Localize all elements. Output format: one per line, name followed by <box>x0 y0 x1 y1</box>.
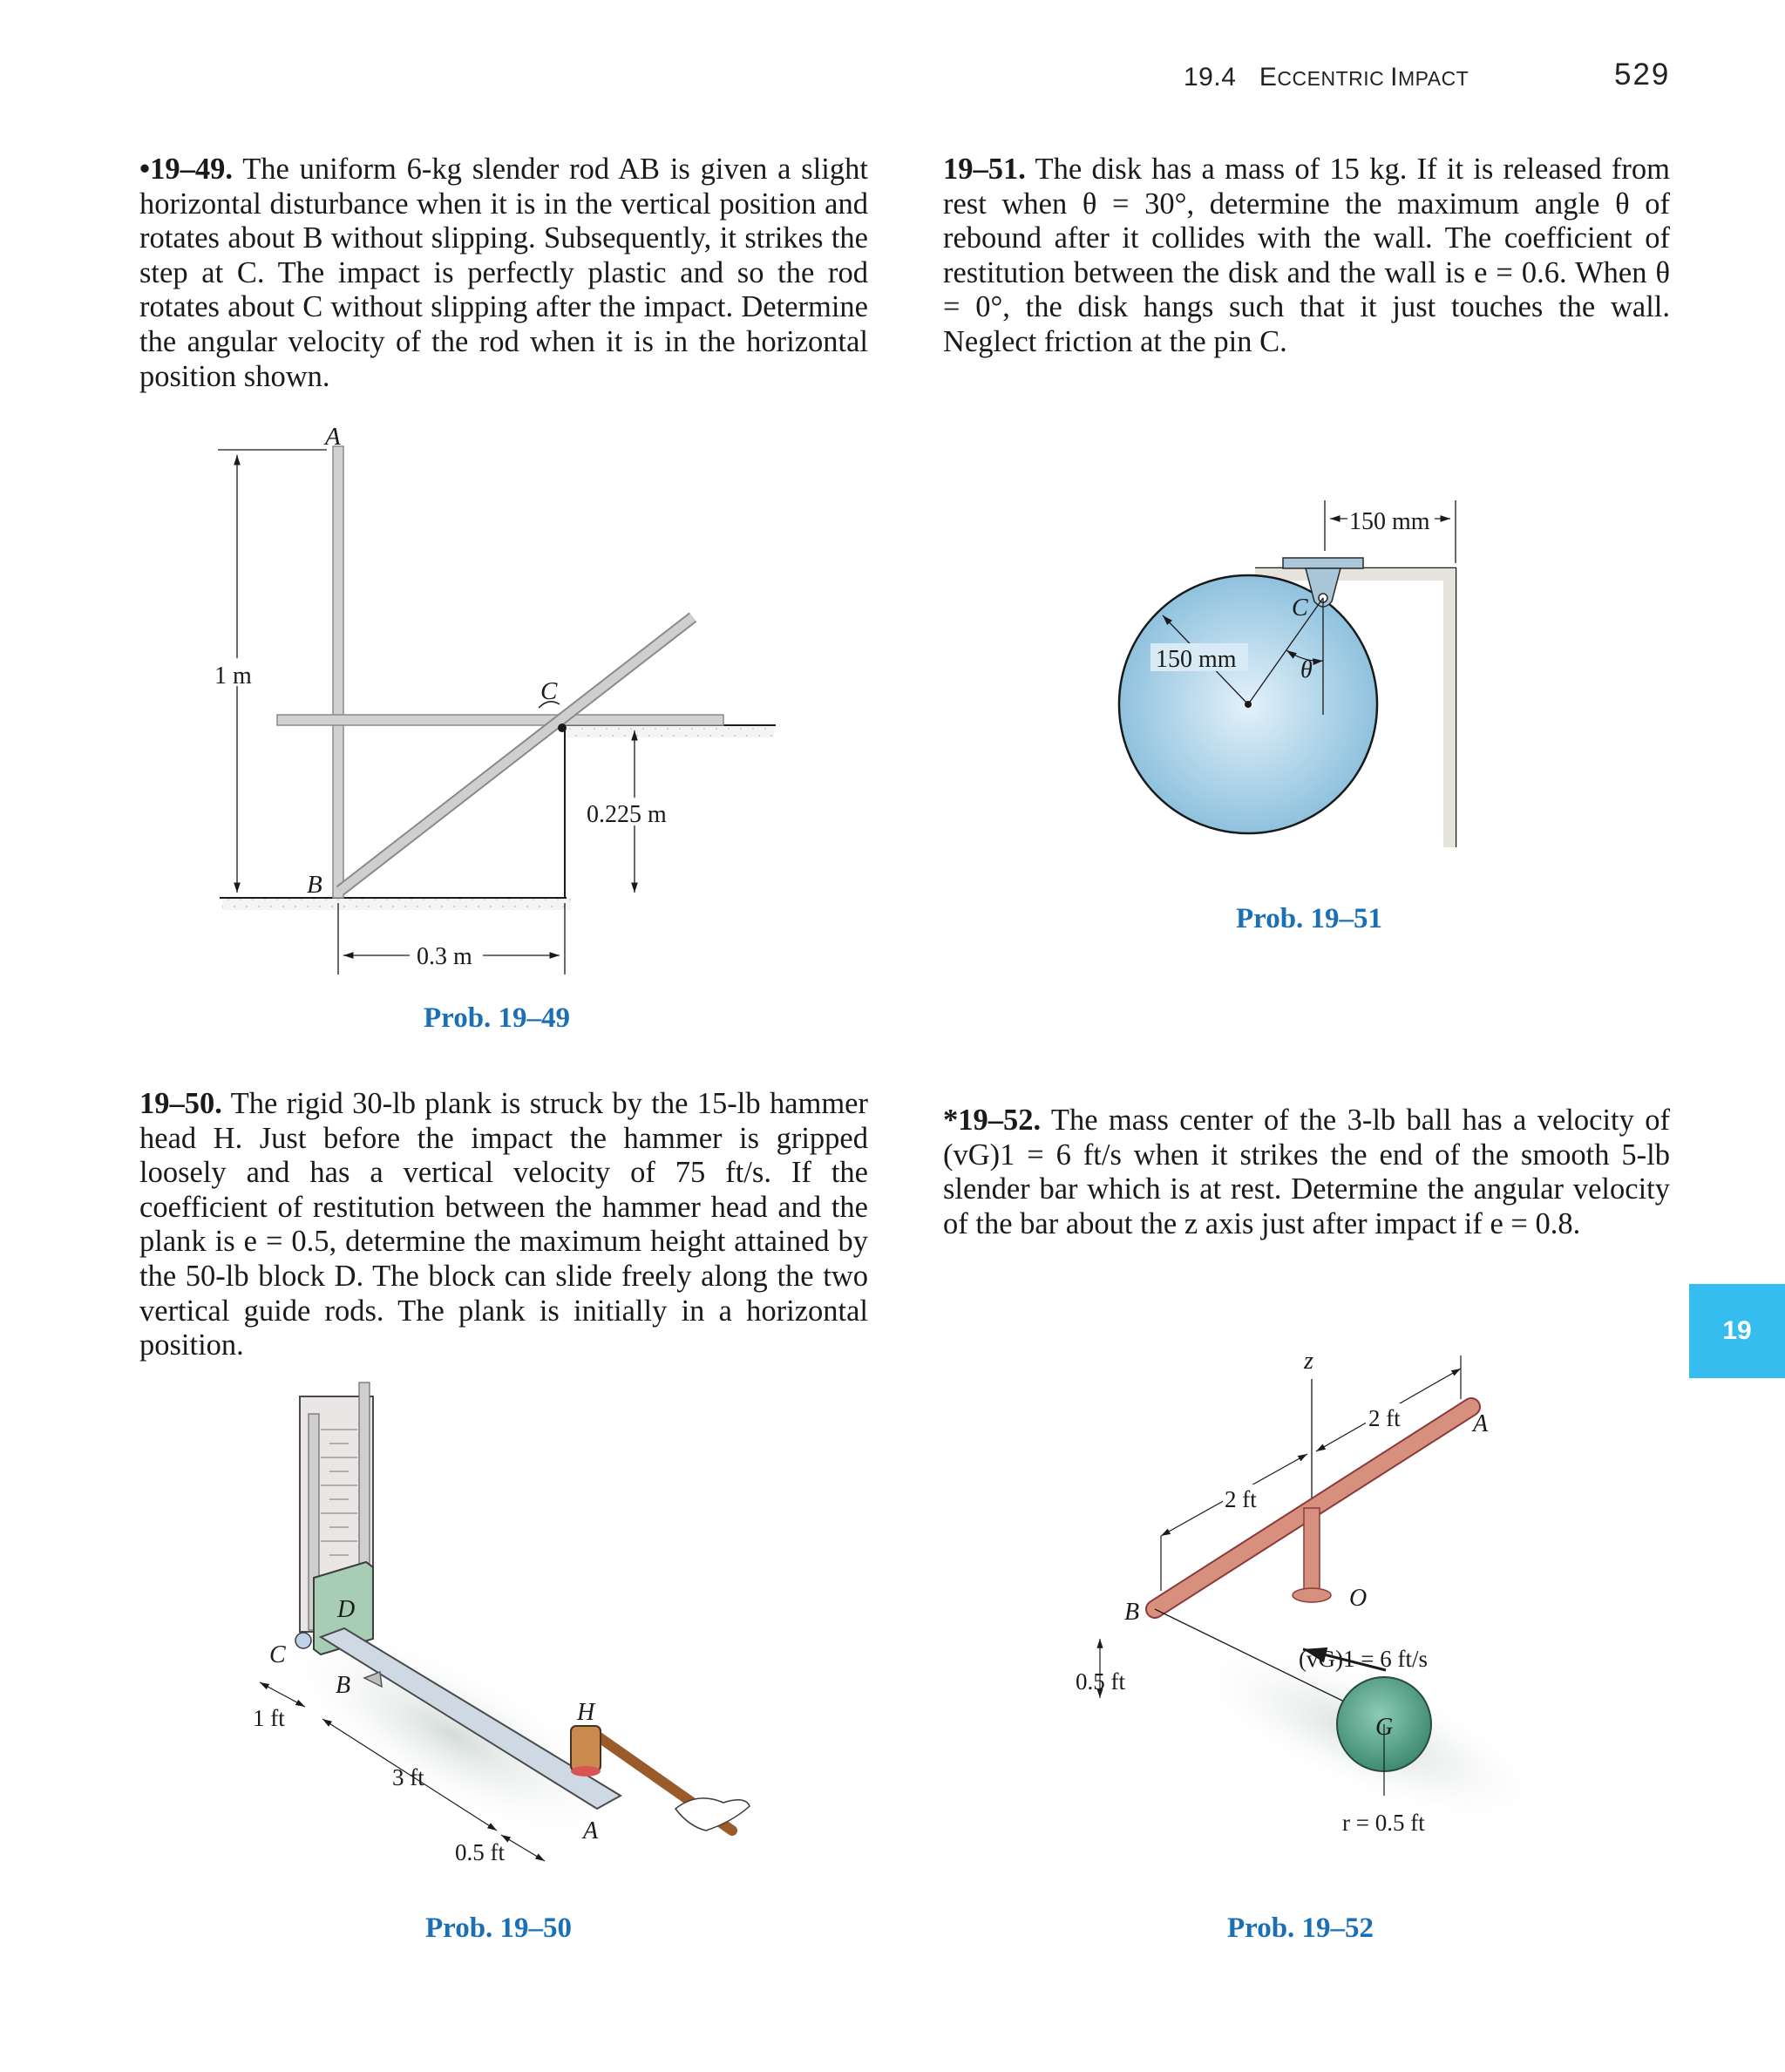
label-top-dim: 150 mm <box>1349 508 1430 535</box>
label-velocity: (vG)1 = 6 ft/s <box>1299 1646 1428 1672</box>
rod-vertical <box>333 446 343 898</box>
label-dim-right: 2 ft <box>1368 1405 1401 1431</box>
label-z: z <box>1304 1348 1313 1375</box>
label-base: 0.3 m <box>417 943 472 970</box>
figure-19-51 <box>1119 500 1456 847</box>
bar-post-base <box>1293 1588 1331 1602</box>
pin-c <box>295 1633 311 1648</box>
problem-text: The uniform 6-kg slender rod AB is given a slight horizontal disturbance when it is in the vertical position and rotates about B without slipping. Subsequently, it strikes the step at C. The impact is perfectly plastic and so the rod rotates about C without slipping after the impact. Determine the angular velocity of the rod when it is in the horizontal position shown. <box>139 153 868 393</box>
bar-post <box>1304 1508 1320 1593</box>
section-title-initial-i: I <box>1390 63 1398 92</box>
problem-text: The rigid 30-lb plank is struck by the 15-lb hammer head H. Just before the impact the hammer is gripped loosely and has a vertical velocity of 75 ft/s. If the coefficient of restitution between the hammer head and the plank is e = 0.5, determine the maximum height attained by the 50-lb block D. The block can slide freely along the two vertical guide rods. The plank is initially in a horizontal position. <box>139 1087 868 1362</box>
problem-number: 19–50. <box>139 1087 222 1120</box>
problem-number: •19–49. <box>139 153 233 186</box>
label-a: A <box>1473 1410 1489 1437</box>
section-title-part2: MPACT <box>1398 67 1469 90</box>
problem-text: The mass center of the 3-lb ball has a velocity of (vG)1 = 6 ft/s when it strikes the end of the smooth 5-lb slender bar which is at rest. Determine the angular velocity of the bar about the z axis just after impact if e = 0.8. <box>943 1104 1670 1240</box>
problem-number: 19–51. <box>943 153 1026 186</box>
label-b: B <box>1124 1599 1140 1626</box>
label-h: H <box>577 1699 595 1726</box>
page-number: 529 <box>1614 58 1671 92</box>
rod-horizontal <box>277 715 723 725</box>
support-plate <box>1283 558 1363 568</box>
ground-hatch <box>222 898 571 910</box>
step-hatch <box>565 725 774 737</box>
problem-text: The disk has a mass of 15 kg. If it is released from rest when θ = 30°, determine the maximum angle θ of rebound after it collides with the wall. The coefficient of restitution between the disk and the wall is e = 0.6. When θ = 0°, the disk hangs such that it just touches the wall. Neglect friction at the pin C. <box>943 153 1670 358</box>
label-a: A <box>583 1817 599 1844</box>
label-a: A <box>325 423 341 451</box>
label-o: O <box>1349 1585 1368 1612</box>
figure-19-50 <box>243 1382 750 1891</box>
label-radius: 150 mm <box>1156 646 1237 673</box>
label-step: 0.225 m <box>587 801 667 828</box>
caption-19-52: Prob. 19–52 <box>1227 1912 1374 1944</box>
section-title-part1: CCENTRIC <box>1277 67 1391 90</box>
label-1ft: 1 ft <box>253 1705 285 1731</box>
figure-19-49 <box>207 423 776 975</box>
caption-19-50: Prob. 19–50 <box>425 1912 573 1944</box>
label-3ft: 3 ft <box>392 1764 424 1790</box>
label-height: 1 m <box>214 662 252 690</box>
label-b: B <box>336 1672 351 1699</box>
label-c: C <box>1292 594 1308 622</box>
label-offset: 0.5 ft <box>1076 1668 1125 1695</box>
hand <box>675 1798 750 1831</box>
rod-inclined-fill <box>340 617 693 891</box>
section-number: 19.4 <box>1184 63 1237 92</box>
hammer-face <box>571 1766 601 1776</box>
chapter-tab: 19 <box>1689 1284 1785 1378</box>
point-c <box>558 724 567 732</box>
label-c: C <box>269 1641 286 1668</box>
section-title-initial-e: E <box>1259 63 1278 92</box>
figure-19-52 <box>1076 1348 1577 1866</box>
problem-number: *19–52. <box>943 1104 1042 1137</box>
label-05ft: 0.5 ft <box>455 1839 505 1865</box>
label-d: D <box>337 1596 356 1623</box>
label-g: G <box>1375 1714 1394 1741</box>
hammer-head-h <box>571 1726 601 1771</box>
label-b: B <box>307 871 322 899</box>
caption-19-49: Prob. 19–49 <box>424 1002 571 1034</box>
label-c: C <box>540 677 558 705</box>
label-dim-left: 2 ft <box>1225 1486 1257 1512</box>
label-radius: r = 0.5 ft <box>1342 1810 1425 1836</box>
label-theta: θ <box>1300 656 1313 683</box>
caption-19-51: Prob. 19–51 <box>1236 903 1383 934</box>
